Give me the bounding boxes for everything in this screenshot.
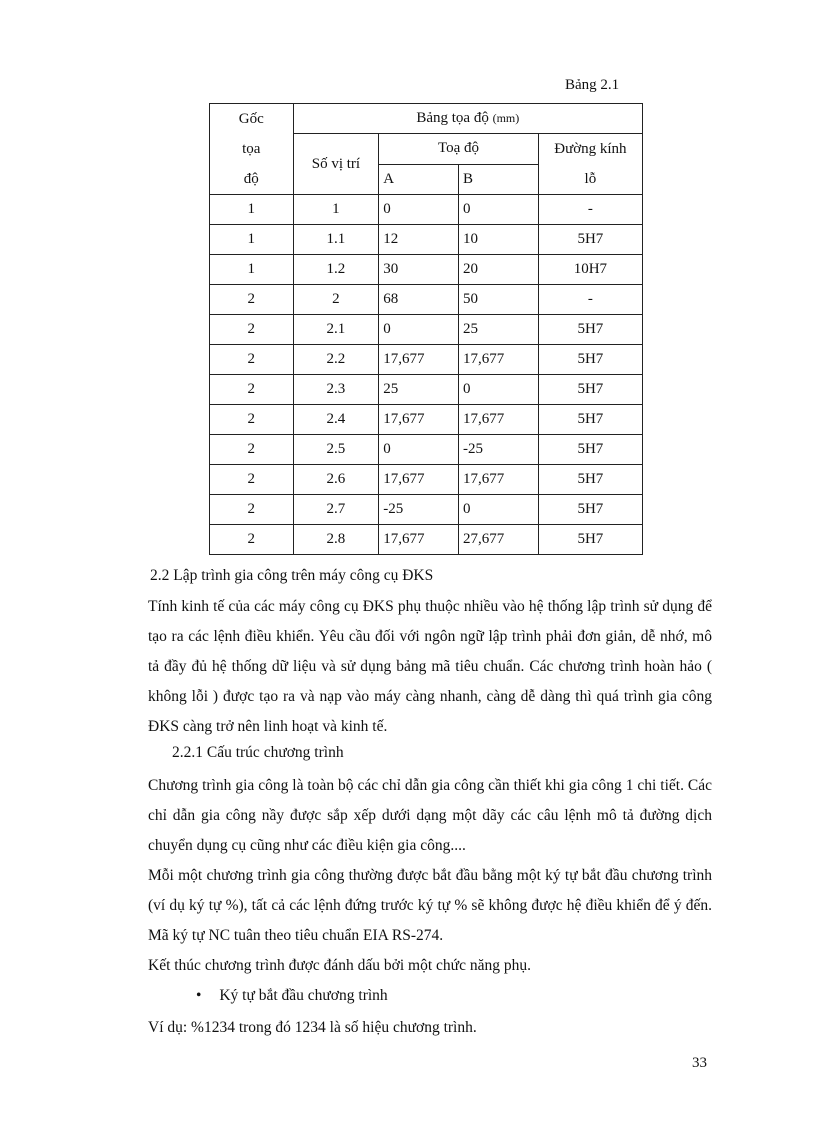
table-cell: 20 — [459, 255, 539, 285]
table-cell: 2.6 — [293, 465, 379, 495]
table-body — [210, 195, 643, 555]
table-cell: 17,677 — [459, 345, 539, 375]
table-cell: 2 — [210, 435, 294, 465]
table-cell: 5H7 — [538, 465, 642, 495]
table-cell: 0 — [459, 495, 539, 525]
table-cell: 0 — [379, 195, 459, 225]
table-cell: 2.3 — [293, 375, 379, 405]
table-cell: 2 — [210, 405, 294, 435]
bullet-icon: • — [196, 987, 202, 1004]
table-cell: 5H7 — [538, 345, 642, 375]
header-col-b: B — [459, 164, 539, 195]
table-row — [210, 405, 643, 435]
table-cell: 17,677 — [379, 405, 459, 435]
table-cell: -25 — [379, 495, 459, 525]
table-cell: 5H7 — [538, 225, 642, 255]
table-cell: 2.7 — [293, 495, 379, 525]
table-cell: 2 — [210, 285, 294, 315]
paragraph-program-end: Kết thúc chương trình được đánh dấu bởi một chức năng phụ. — [148, 957, 531, 974]
header-col-a: A — [379, 164, 459, 195]
section-heading-2-2-1: 2.2.1 Cấu trúc chương trình — [172, 744, 344, 761]
table-row — [210, 525, 643, 555]
table-cell: 17,677 — [459, 405, 539, 435]
bullet-list-item: • Ký tự bắt đầu chương trình — [196, 987, 388, 1004]
table-row — [210, 225, 643, 255]
table-cell: 1 — [293, 195, 379, 225]
table-cell: 17,677 — [459, 465, 539, 495]
table-row — [210, 315, 643, 345]
table-cell: 5H7 — [538, 315, 642, 345]
section-heading-2-2: 2.2 Lập trình gia công trên máy công cụ ĐKS — [150, 567, 434, 584]
table-cell: 2 — [210, 495, 294, 525]
table-cell: 12 — [379, 225, 459, 255]
table-cell: - — [538, 195, 642, 225]
table-cell: 5H7 — [538, 495, 642, 525]
table-cell: 27,677 — [459, 525, 539, 555]
table-cell: 2.1 — [293, 315, 379, 345]
header-position: Số vị trí — [293, 134, 379, 195]
paragraph-program-start: Mỗi một chương trình gia công thường được bắt đầu bằng một ký tự bắt đầu chương trình (ví dụ ký tự %), tất cả các lệnh đứng trước ký tự % sẽ không được hệ điều khiển để ý đến. Mã ký tự NC tuân theo tiêu chuẩn EIA RS-274. — [148, 867, 712, 944]
table-row — [210, 285, 643, 315]
table-cell: 2 — [210, 525, 294, 555]
table-cell: 0 — [379, 435, 459, 465]
table-row — [210, 375, 643, 405]
paragraph-program-definition: Chương trình gia công là toàn bộ các chỉ dẫn gia công cần thiết khi gia công 1 chi tiết. Các chỉ dẫn gia công nầy được sắp xếp dưới dạng một dãy các câu lệnh mô tả đường dịch chuyển dụng cụ cũng như các điều kiện gia công.... — [148, 777, 712, 854]
table-cell: 1 — [210, 255, 294, 285]
table-cell: 0 — [459, 375, 539, 405]
table-cell: 50 — [459, 285, 539, 315]
table-cell: 1 — [210, 225, 294, 255]
table-row — [210, 495, 643, 525]
table-row — [210, 435, 643, 465]
page-number: 33 — [692, 1055, 707, 1071]
header-coordinate-table: Bảng tọa độ (mm) — [293, 104, 642, 134]
table-cell: 68 — [379, 285, 459, 315]
table-cell: 17,677 — [379, 465, 459, 495]
table-cell: 2 — [210, 375, 294, 405]
header-origin: Gốc tọa độ — [210, 104, 294, 195]
table-cell: 2 — [293, 285, 379, 315]
table-cell: 0 — [459, 195, 539, 225]
table-cell: 2.2 — [293, 345, 379, 375]
table-cell: 5H7 — [538, 435, 642, 465]
coordinates-table — [209, 103, 643, 555]
table-cell: 5H7 — [538, 405, 642, 435]
table-cell: 30 — [379, 255, 459, 285]
table-cell: 2 — [210, 345, 294, 375]
example-text: Ví dụ: %1234 trong đó 1234 là số hiệu chương trình. — [148, 1019, 477, 1036]
table-cell: 1 — [210, 195, 294, 225]
table-cell: 17,677 — [379, 345, 459, 375]
table-cell: 1.2 — [293, 255, 379, 285]
header-coords: Toạ độ — [379, 134, 539, 165]
table-row — [210, 345, 643, 375]
table-cell: 0 — [379, 315, 459, 345]
table-cell: 25 — [379, 375, 459, 405]
paragraph-economics: Tính kinh tế của các máy công cụ ĐKS phụ thuộc nhiều vào hệ thống lập trình sử dụng để tạo ra các lệnh điều khiển. Yêu cầu đối với ngôn ngữ lập trình phải đơn giản, dễ nhớ, mô tả đầy đủ hệ thống dữ liệu và sử dụng bảng mã tiêu chuẩn. Các chương trình hoàn hảo ( không lỗi ) được tạo ra và nạp vào máy càng nhanh, càng dễ dàng thì quá trình gia công ĐKS càng trở nên linh hoạt và kinh tế. — [148, 598, 712, 735]
table-cell: 5H7 — [538, 375, 642, 405]
table-cell: 17,677 — [379, 525, 459, 555]
table-row — [210, 195, 643, 225]
table-cell: 10H7 — [538, 255, 642, 285]
table-cell: 25 — [459, 315, 539, 345]
table-row — [210, 255, 643, 285]
table-cell: -25 — [459, 435, 539, 465]
table-cell: 2 — [210, 465, 294, 495]
table-cell: 2.5 — [293, 435, 379, 465]
table-cell: 2.4 — [293, 405, 379, 435]
table-caption: Bảng 2.1 — [565, 77, 620, 93]
table-cell: 10 — [459, 225, 539, 255]
table-cell: 2.8 — [293, 525, 379, 555]
table-cell: 1.1 — [293, 225, 379, 255]
table-cell: 2 — [210, 315, 294, 345]
table-cell: - — [538, 285, 642, 315]
table-row — [210, 465, 643, 495]
header-diameter: Đường kính lỗ — [538, 134, 642, 195]
table-cell: 5H7 — [538, 525, 642, 555]
